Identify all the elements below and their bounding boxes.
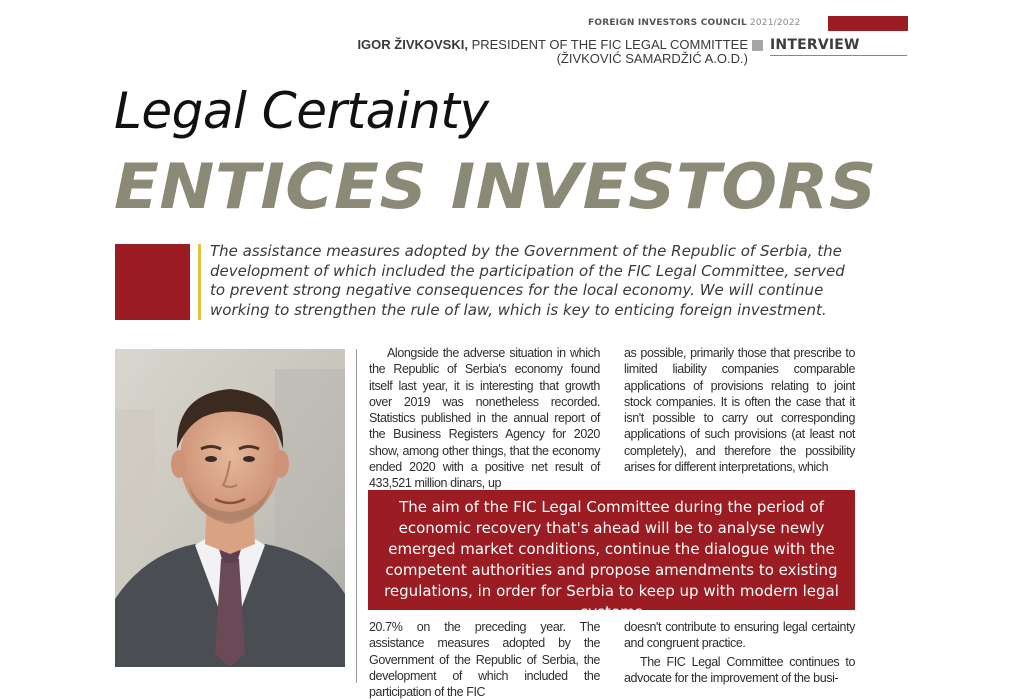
interviewee-byline <box>300 38 748 66</box>
publication-year: 2021/2022 <box>749 18 801 28</box>
portrait-photo <box>115 349 345 667</box>
section-marker-square <box>752 40 763 51</box>
publication-name <box>588 18 801 28</box>
section-underline <box>770 55 907 56</box>
headline-line-2: ENTICES INVESTORS <box>114 150 877 223</box>
author-firm: (ŽIVKOVIĆ SAMARDŽIĆ A.O.D.) <box>556 51 748 66</box>
body-paragraph: The FIC Legal Committee continues to advocate for the improvement of the busi- <box>624 654 855 685</box>
publication-title: FOREIGN INVESTORS COUNCIL <box>588 18 747 28</box>
lead-accent-bar <box>198 244 201 320</box>
body-column-1-bottom: 20.7% on the preceding year. The assistance measures adopted by the Government of the Republic of Serbia, the development of which included the participation of the FIC <box>369 620 600 700</box>
lead-paragraph: The assistance measures adopted by the Government of the Republic of Serbia, the development of which included the participation of the FIC Legal Committee, served to prevent strong negative consequences for the local economy. We will continue working to strengthen the rule of law, which is key to enticing foreign investment. <box>210 242 845 319</box>
author-role: PRESIDENT OF THE FIC LEGAL COMMITTEE <box>471 37 748 52</box>
author-name: IGOR ŽIVKOVSKI, <box>357 37 468 52</box>
body-column-2-bottom <box>624 619 855 686</box>
column-rule <box>356 349 357 683</box>
header-accent-bar <box>828 16 908 31</box>
pull-quote: The aim of the FIC Legal Committee during the period of economic recovery that's ahead will be to analyse newly emerged market conditions, continue the dialogue with the competent authorities and propose amendments to existing regulations, in order for Serbia to keep up with modern legal systems <box>368 490 855 610</box>
headline-line-1: Legal Certainty <box>114 82 489 140</box>
section-label: INTERVIEW <box>770 37 860 53</box>
body-column-2-top: as possible, primarily those that prescribe to limited liability companies comparable applications of provisions relating to joint stock companies. It is often the case that it isn't possible to carry out corresponding applications of such provisions (at least not completely), and therefore the possibility arises for different interpretations, which <box>624 346 855 475</box>
body-column-1-top: Alongside the adverse situation in which the Republic of Serbia's economy found itself last year, it is interesting that growth over 2019 was nonetheless recorded. Statistics published in the annual report of the Business Registers Agency for 2020 show, among other things, that the economy ended 2020 with a positive net result of 433,521 million dinars, up <box>369 346 600 491</box>
running-header <box>588 16 908 32</box>
lead-accent-square <box>115 244 190 320</box>
body-paragraph: doesn't contribute to ensuring legal certainty and congruent practice. <box>624 620 855 651</box>
